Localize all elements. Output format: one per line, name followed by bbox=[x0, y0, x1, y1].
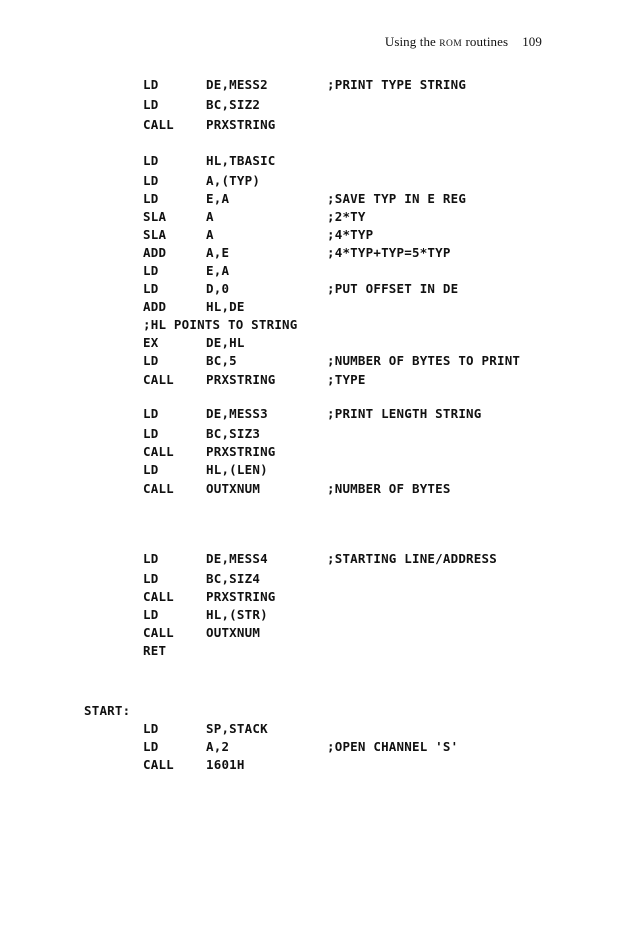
code-comment: ;4*TYP+TYP=5*TYP bbox=[327, 245, 451, 260]
code-operand: D,0 bbox=[206, 281, 230, 296]
code-mnemonic: SLA bbox=[143, 209, 167, 224]
code-mnemonic: LD bbox=[143, 721, 159, 736]
code-operand: DE,MESS2 bbox=[206, 77, 268, 92]
code-comment-line: ;HL POINTS TO STRING bbox=[143, 317, 298, 332]
code-operand: HL,(STR) bbox=[206, 607, 268, 622]
code-comment: ;PRINT TYPE STRING bbox=[327, 77, 467, 92]
code-mnemonic: LD bbox=[143, 571, 159, 586]
code-operand: OUTXNUM bbox=[206, 625, 261, 640]
code-mnemonic: RET bbox=[143, 643, 167, 658]
code-operand: A bbox=[206, 209, 214, 224]
code-mnemonic: LD bbox=[143, 77, 159, 92]
code-mnemonic: LD bbox=[143, 191, 159, 206]
code-operand: A,(TYP) bbox=[206, 173, 261, 188]
code-mnemonic: SLA bbox=[143, 227, 167, 242]
code-mnemonic: CALL bbox=[143, 757, 174, 772]
code-mnemonic: LD bbox=[143, 97, 159, 112]
code-operand: A bbox=[206, 227, 214, 242]
code-mnemonic: CALL bbox=[143, 117, 174, 132]
code-mnemonic: LD bbox=[143, 551, 159, 566]
code-mnemonic: CALL bbox=[143, 372, 174, 387]
code-operand: A,E bbox=[206, 245, 230, 260]
code-operand: DE,HL bbox=[206, 335, 245, 350]
code-operand: BC,SIZ3 bbox=[206, 426, 261, 441]
page-number: 109 bbox=[522, 34, 542, 49]
code-mnemonic: ADD bbox=[143, 245, 167, 260]
code-mnemonic: CALL bbox=[143, 444, 174, 459]
code-mnemonic: LD bbox=[143, 607, 159, 622]
code-comment: ;OPEN CHANNEL 'S' bbox=[327, 739, 459, 754]
code-operand: A,2 bbox=[206, 739, 230, 754]
code-operand: BC,5 bbox=[206, 353, 237, 368]
code-comment: ;2*TY bbox=[327, 209, 366, 224]
code-mnemonic: LD bbox=[143, 426, 159, 441]
code-operand: HL,DE bbox=[206, 299, 245, 314]
code-operand: BC,SIZ4 bbox=[206, 571, 261, 586]
code-operand: E,A bbox=[206, 263, 230, 278]
code-mnemonic: LD bbox=[143, 281, 159, 296]
code-mnemonic: LD bbox=[143, 263, 159, 278]
code-comment: ;NUMBER OF BYTES TO PRINT bbox=[327, 353, 521, 368]
code-operand: PRXSTRING bbox=[206, 372, 276, 387]
code-comment: ;4*TYP bbox=[327, 227, 374, 242]
code-comment: ;TYPE bbox=[327, 372, 366, 387]
code-operand: DE,MESS3 bbox=[206, 406, 268, 421]
code-mnemonic: ADD bbox=[143, 299, 167, 314]
code-operand: PRXSTRING bbox=[206, 589, 276, 604]
code-mnemonic: LD bbox=[143, 739, 159, 754]
running-head-title-smallcaps: ROM bbox=[439, 39, 463, 49]
code-operand: OUTXNUM bbox=[206, 481, 261, 496]
code-operand: PRXSTRING bbox=[206, 117, 276, 132]
code-mnemonic: LD bbox=[143, 462, 159, 477]
code-operand: HL,TBASIC bbox=[206, 153, 276, 168]
code-mnemonic: LD bbox=[143, 406, 159, 421]
code-comment: ;NUMBER OF BYTES bbox=[327, 481, 451, 496]
code-mnemonic: LD bbox=[143, 353, 159, 368]
code-mnemonic: CALL bbox=[143, 625, 174, 640]
running-head-title-pre: Using the bbox=[384, 34, 440, 49]
code-mnemonic: LD bbox=[143, 173, 159, 188]
code-mnemonic: LD bbox=[143, 153, 159, 168]
code-label: START: bbox=[84, 703, 131, 718]
code-operand: 1601H bbox=[206, 757, 245, 772]
code-operand: BC,SIZ2 bbox=[206, 97, 261, 112]
running-head-title-post: routines bbox=[462, 34, 509, 49]
code-operand: DE,MESS4 bbox=[206, 551, 268, 566]
code-operand: E,A bbox=[206, 191, 230, 206]
code-comment: ;STARTING LINE/ADDRESS bbox=[327, 551, 497, 566]
code-operand: HL,(LEN) bbox=[206, 462, 268, 477]
code-comment: ;PUT OFFSET IN DE bbox=[327, 281, 459, 296]
code-mnemonic: EX bbox=[143, 335, 159, 350]
code-comment: ;SAVE TYP IN E REG bbox=[327, 191, 467, 206]
code-operand: PRXSTRING bbox=[206, 444, 276, 459]
code-comment: ;PRINT LENGTH STRING bbox=[327, 406, 482, 421]
code-operand: SP,STACK bbox=[206, 721, 268, 736]
code-mnemonic: CALL bbox=[143, 589, 174, 604]
code-mnemonic: CALL bbox=[143, 481, 174, 496]
